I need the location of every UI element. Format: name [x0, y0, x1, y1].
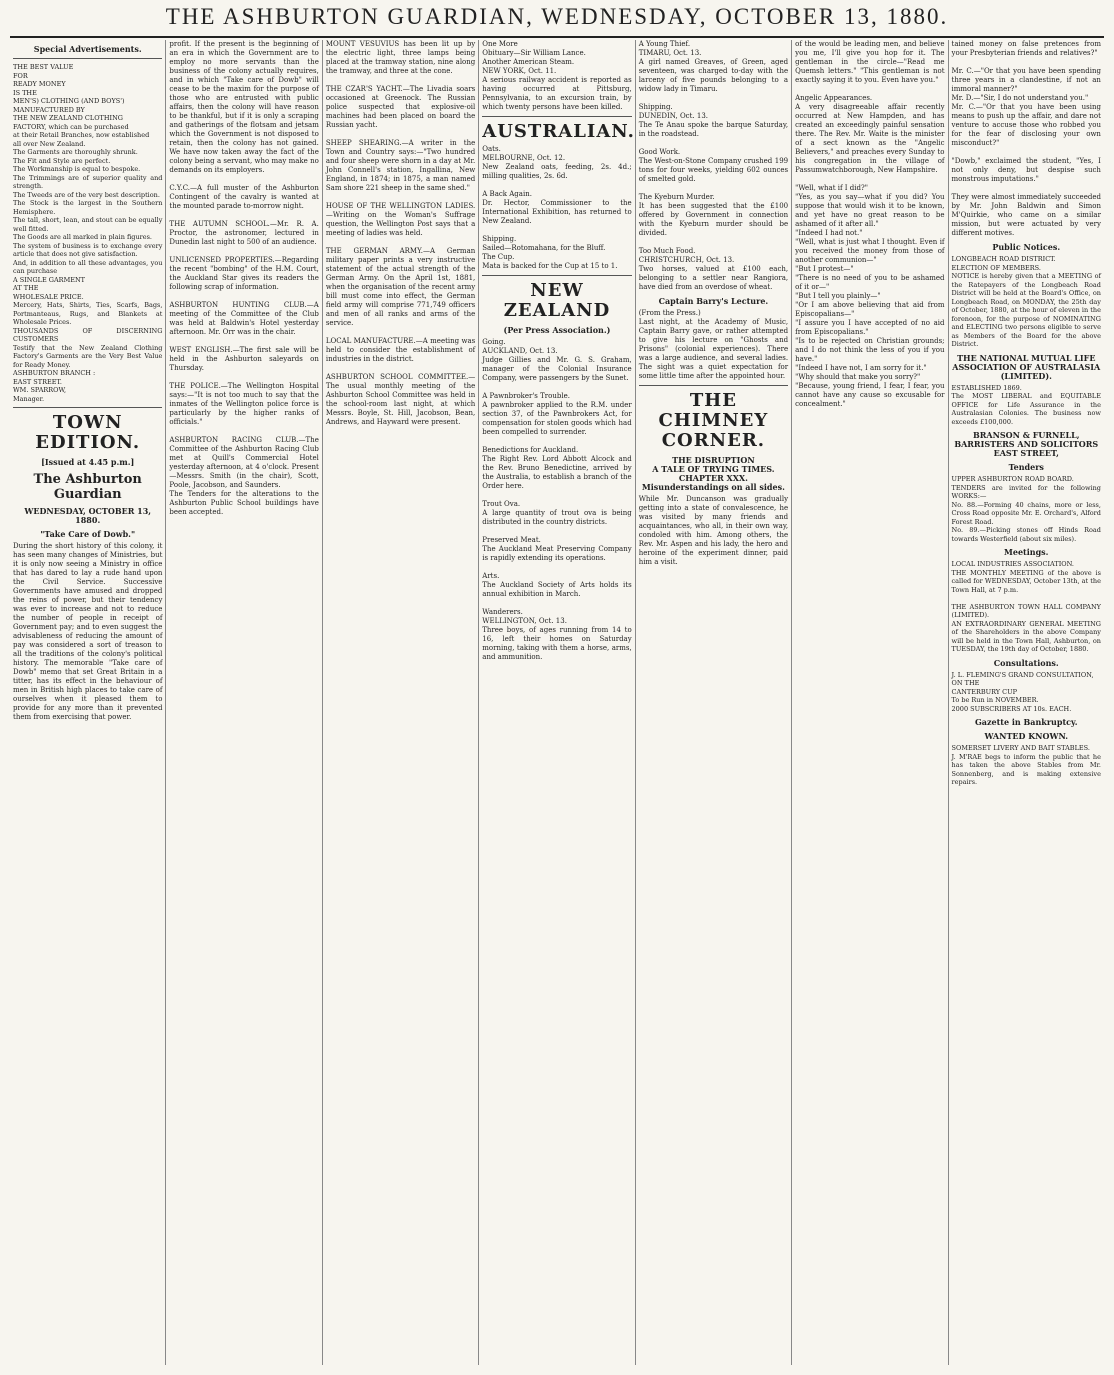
meetings-text: LOCAL INDUSTRIES ASSOCIATION. THE MONTHLY MEETING of the above is called for WEDNESDAY, October 13th, at the Town Hall, at 7 p.m. THE ASHBURTON TOWN HALL COMPANY (LIMITED). AN EXTRAORDINARY GENERAL MEETING of the Shareholders in the above Company will be held in the Town Hall, Ashburton, on TUESDAY, the 19th day of October, 1880. — [951, 560, 1101, 653]
wanted-heading: WANTED KNOWN. — [984, 731, 1069, 741]
branson-furnell: BRANSON & FURNELL, BARRISTERS AND SOLICITORS EAST STREET, — [954, 430, 1099, 458]
rule — [482, 275, 631, 276]
gazette-heading: Gazette in Bankruptcy. — [974, 717, 1078, 727]
article-title: "Take Care of Dowb." — [40, 529, 136, 539]
lecture-title: Captain Barry's Lecture. — [658, 296, 769, 306]
column-1 — [10, 40, 166, 1365]
column-6-text: of the would be leading men, and believe you me, I'll give you hop for it. The gentleman in the circle—"Read me Quemsh letters." "This gentleman is not exactly saying it to you. Even have you." Angelic Appearances. A very disagreeable affair recently occurred at New Hampden, and has created an exceedingly painful sensation there. The Rev. Mr. Waite is the minister of a sect known as the "Angelic Believers," and preaches every Sunday to his congregation in the village of Passumwatchborough, New Hampshire. "Well, what if I did?" "Yes, as you say—what if you did? You suppose that would wish it to be known, and yet have no great reason to be ashamed of it after all." "Indeed I had not." "Well, what is just what I thought. Even if you received the money from those of another communion—" "But I protest—" "There is no need of you to be ashamed of it or—" "But I tell you plainly—" "Or I am above believing that aid from Episcopalians—" "I assure you I have accepted of no aid from Episcopalians." "Is to be rejected on Christian grounds; and I do not think the less of you if you have." "Indeed I have not, I am sorry for it." "Why should that make you sorry?" "Because, young friend, I fear, I fear, you cannot have any cause so excusable for concealment." — [795, 40, 945, 408]
press-association-note: (Per Press Association.) — [503, 325, 611, 335]
lecture-text: (From the Press.) Last night, at the Academy of Music, Captain Barry gave, or rather attempted to give his lecture on "Ghosts and Prisons" (colonial experiences). There was a large audience, and several ladies. The sight was a quiet expectation for some little time after the appointed hour. — [638, 309, 789, 380]
column-7-text: tained money on false pretences from your Presbyterian friends and relatives?" Mr. C.—"Or that you have been spending three years in a clandestine, if not an immoral manner?" Mr. D.—"Sir, I do not understand you." Mr. C.—"Or that you have been using means to push up the affair, and dare not venture to accuse those who robbed you for the fear of disclosing your own misconduct?" "Dowb," exclaimed the student, "Yes, I not only deny, but despise such monstrous imputations." They were almost immediately succeeded by Mr. John Baldwin and Simon M'Quirkie, who came on a similar mission, but were actuated by very different motives. — [951, 40, 1101, 237]
article-text: During the short history of this colony, it has seen many changes of Ministries, but it is only now seeing a Ministry in office that has dared to lay a rude hand upon the Civil Service. Successive Governments have amused and dropped the reins of power, but their tendency was ever to increase and not to reduce the number of people in receipt of Government pay; and to even suggest the advisableness of reducing the amount of pay was considered a sort of treason to all the traditions of the colony's political history. The memorable "Take care of Dowb" memo that set Great Britain in a titter, has its effect in the behaviour of men in British high places to take care of ourselves when it pleased them to provide for any more than it prevented them from exercising that power. — [13, 542, 165, 721]
masthead: THE ASHBURTON GUARDIAN, WEDNESDAY, OCTOBER 13, 1880. — [10, 0, 1104, 38]
column-6 — [792, 40, 948, 1365]
rule — [639, 385, 788, 386]
public-notices-heading: Public Notices. — [992, 242, 1061, 252]
column-4-intro: One More Obituary—Sir William Lance. Another American Steam. NEW YORK, Oct. 11. A serious railway accident is reported as having occurred at Pittsburg, Pennsylvania, to an excursion train, by which twenty persons have been killed. — [482, 40, 632, 111]
new-zealand-heading: NEW ZEALAND — [503, 280, 611, 321]
special-advertisements-heading: Special Advertisements. — [33, 44, 142, 54]
tenders-text: UPPER ASHBURTON ROAD BOARD. TENDERS are invited for the following WORKS:— No. 88.—Forming 40 chains, more or less, Cross Road opposite Mr. E. Orchard's, Alford Forest Road. No. 89.—Picking stones off Hinds Road towards Westerfield (about six miles). — [951, 475, 1101, 543]
public-notices-text: LONGBEACH ROAD DISTRICT. ELECTION OF MEMBERS. NOTICE is hereby given that a MEETING of the Ratepayers of the Longbeach Road District will be held at the Board's Office, on Longbeach Road, on MONDAY, the 25th day of October, 1880, at the hour of eleven in the forenoon, for the purpose of NOMINATING and ELECTING two persons eligible to serve as Members of the Board for the above District. — [951, 255, 1101, 348]
mutual-life-heading: THE NATIONAL MUTUAL LIFE ASSOCIATION OF AUSTRALASIA (LIMITED). — [952, 352, 1101, 381]
paper-title: The Ashburton Guardian — [33, 472, 142, 502]
consultations-text: J. L. FLEMING'S GRAND CONSULTATION, ON THE CANTERBURY CUP To be Run in NOVEMBER. 2000 SUBSCRIBERS AT 10s. EACH. — [951, 670, 1094, 713]
chimney-corner-title: THE CHIMNEY CORNER. — [658, 390, 769, 451]
australian-heading: AUSTRALIAN. — [482, 121, 635, 142]
rule — [482, 116, 631, 117]
column-5-text: A Young Thief. TIMARU, Oct. 13. A girl named Greaves, of Green, aged seventeen, was charged to-day with the larceny of five pounds belonging to a widow lady in Timaru. Shipping. DUNEDIN, Oct. 13. The Te Anau spoke the barque Saturday, in the roadstead. Good Work. The West-on-Stone Company crushed 199 tons for four weeks, yielding 602 ounces of smelted gold. The Kyeburn Murder. It has been suggested that the £100 offered by Government in connection with the Kyeburn murder should be divided. Too Much Food. CHRISTCHURCH, Oct. 13. Two horses, valued at £100 each, belonging to a settler near Rangiora, have died from an overdose of wheat. — [638, 40, 789, 291]
meetings-heading: Meetings. — [1004, 547, 1049, 557]
town-edition-heading: TOWN EDITION. — [35, 412, 141, 453]
column-2-footer: The Tenders for the alterations to the Ashburton Public School buildings have been accepted. — [169, 490, 322, 516]
australian-text: Oats. MELBOURNE, Oct. 12. New Zealand oats, feeding, 2s. 4d.; milling qualities, 2s. 6d. A Back Again. Dr. Hector, Commissioner to the International Exhibition, has returned to New Zealand. Shipping. Sailed—Rotomahana, for the Bluff. The Cup. Mata is backed for the Cup at 15 to 1. — [482, 145, 632, 270]
chimney-text: While Mr. Duncanson was gradually getting into a state of convalescence, he was visited by many friends and acquaintances, who all, in their own way, condoled with him. Among others, the Rev. Mr. Aspen and his lady, the hero and heroine of the experiment dinner, paid him a visit. — [638, 495, 791, 566]
rule — [13, 407, 162, 408]
tenders-heading: Tenders — [1008, 462, 1044, 472]
column-4 — [479, 40, 635, 1365]
dateline: WEDNESDAY, OCTOBER 13, 1880. — [24, 506, 152, 525]
edition-note: [Issued at 4.45 p.m.] — [41, 457, 135, 467]
column-7 — [949, 40, 1104, 1365]
wanted-text: SOMERSET LIVERY AND BAIT STABLES. J. M'RAE begs to inform the public that he has taken the above Stables from Mr. Sonnenberg, and is making extensive repairs. — [951, 744, 1101, 786]
column-3-text: MOUNT VESUVIUS has been lit up by the electric light, three lamps being placed at the tramway station, nine along the tramway, and three at the cone. THE CZAR'S YACHT.—The Livadia soars occasioned at Greenock. The Russian police suspected that explosive-oil machines had been placed on board the Russian yacht. SHEEP SHEARING.—A writer in the Town and Country says:—"Two hundred and four sheep were shorn in a day at Mr. John Connell's station, Ingallina, New England, in 1874; in 1875, a man named Sam shore 221 sheep in the same shed." HOUSE OF THE WELLINGTON LADIES.—Writing on the Woman's Suffrage question, the Wellington Post says that a meeting of ladies was held. THE GERMAN ARMY.—A German military paper prints a very instructive statement of the actual strength of the German Army. On the April 1st, 1881, when the organisation of the recent army bill must come into effect, the German field army will comprise 771,749 officers and men of all ranks and arms of the service. LOCAL MANUFACTURE.—A meeting was held to consider the establishment of industries in the district. ASHBURTON SCHOOL COMMITTEE.—The usual monthly meeting of the Ashburton School Committee was held in the school-room last night, at which Messrs. Boyle, St. Hill, Jacobson, Bean, Andrews, and Hayward were present. — [325, 40, 476, 426]
clothing-ad-text: THE BEST VALUE FOR READY MONEY IS THE MEN'S) CLOTHING (AND BOYS') MANUFACTURED BY THE NEW ZEALAND CLOTHING FACTORY, which can be purchased at their Retail Branches, now established all over New Zealand. The Garments are thoroughly shrunk. The Fit and Style are perfect. The Workmanship is equal to bespoke. The Trimmings are of superior quality and strength. The Tweeds are of the very best description. The Stock is the largest in the Southern Hemisphere. The tall, short, lean, and stout can be equally well fitted. The Goods are all marked in plain figures. The system of business is to exchange every article that does not give satisfaction. And, in addition to all these advantages, you can purchase A SINGLE GARMENT AT THE WHOLESALE PRICE. Mercery, Hats, Shirts, Ties, Scarfs, Bags, Portmanteaus, Rugs, and Blankets at Wholesale Prices. THOUSANDS OF DISCERNING CUSTOMERS Testify that the New Zealand Clothing Factory's Garments are the Very Best Value for Ready Money. ASHBURTON BRANCH : EAST STREET. WM. SPARROW, Manager. — [13, 63, 163, 403]
column-2-text: profit. If the present is the beginning of an era in which the Government are to employ no more servants than the business of the colony actually requires, and in which "Take care of Dowb" will cease to be the maxim for the purpose of those who are entrusted with public affairs, then the colony will have reason to be thankful, but if it is only a scraping and gatherings of the flotsam and jetsam which the Government is not disposed to retain, then the colony has not gained. We have now taken away the fact of the colony being a servant, who may make no demands on its employers. C.Y.C.—A full muster of the Ashburton Contingent of the cavalry is wanted at the mounted parade to-morrow night. THE AUTUMN SCHOOL.—Mr. R. A. Proctor, the astronomer, lectured in Dunedin last night to 500 of an audience. UNLICENSED PROPERTIES.—Regarding the recent "bombing" of the H.M. Court, the Auckland Star gives its readers the following scrap of information. ASHBURTON HUNTING CLUB.—A meeting of the Committee of the Club was held at Baldwin's Hotel yesterday afternoon. Mr. Orr was in the chair. WEST ENGLISH.—The first sale will be held in the Ashburton saleyards on Thursday. THE POLICE.—The Wellington Hospital says:—"It is not too much to say that the inmates of the Wellington police force is particularly by the higher ranks of officials." ASHBURTON RACING CLUB.—The Committee of the Ashburton Racing Club met at Quill's Commercial Hotel yesterday afternoon, at 4 o'clock. Present—Messrs. Smith (in the chair), Scott, Poole, Jacobson, and Saunders. — [169, 40, 319, 489]
columns-container — [10, 40, 1104, 1365]
column-3 — [323, 40, 479, 1365]
mutual-life-text: ESTABLISHED 1869. The MOST LIBERAL and EQUITABLE OFFICE for Life Assurance in the Australasian Colonies. The business now exceeds £100,000. — [951, 383, 1101, 426]
column-2 — [166, 40, 322, 1365]
column-5 — [636, 40, 792, 1365]
consultations-heading: Consultations. — [993, 657, 1059, 668]
new-zealand-text: Going. AUCKLAND, Oct. 13. Judge Gillies and Mr. G. S. Graham, manager of the Colonial Insurance Company, were passengers by the Sunet. A Pawnbroker's Trouble. A pawnbroker applied to the R.M. under section 37, of the Pawnbrokers Act, for compensation for stolen goods which had been compelled to surrender. Benedictions for Auckland. The Right Rev. Lord Abbott Alcock and the Rev. Bruno Benedictine, arrived by the Australia, to establish a branch of the Order here. Trout Ova. A large quantity of trout ova is being distributed in the country districts. Preserved Meat. The Auckland Meat Preserving Company is rapidly extending its operations. Arts. The Auckland Society of Arts holds its annual exhibition in March. Wanderers. WELLINGTON, Oct. 13. Three boys, of ages running from 14 to 16, left their homes on Saturday morning, taking with them a horse, arms, and ammunition. — [482, 338, 632, 661]
chimney-subtitle: THE DISRUPTION A TALE OF TRYING TIMES. CHAPTER XXX. Misunderstandings on all sides. — [641, 455, 785, 492]
rule — [13, 58, 162, 59]
